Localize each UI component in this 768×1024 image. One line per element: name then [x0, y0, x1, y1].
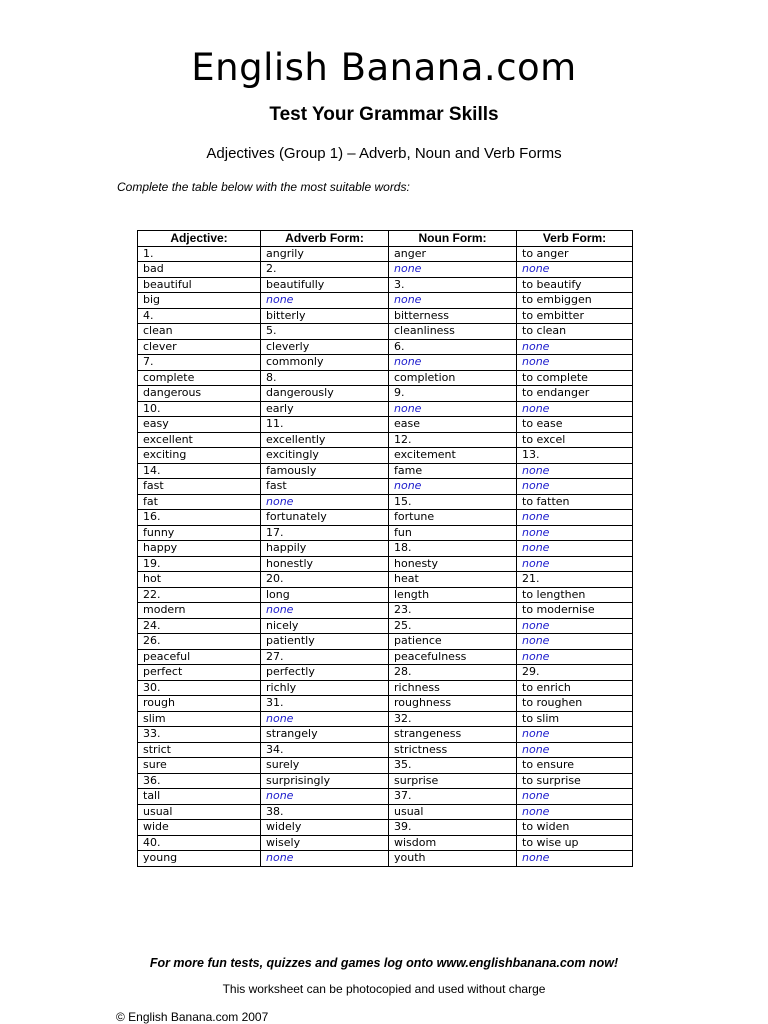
- table-row: [138, 262, 633, 278]
- adjective-cell: 14.: [138, 463, 261, 479]
- adjective-cell: exciting: [138, 448, 261, 464]
- table-row: [138, 727, 633, 743]
- noun-cell: honesty: [389, 556, 517, 572]
- table-row: [138, 634, 633, 650]
- noun-cell: none: [389, 293, 517, 309]
- adjective-cell: fat: [138, 494, 261, 510]
- verb-cell: to slim: [517, 711, 633, 727]
- adjective-cell: slim: [138, 711, 261, 727]
- adverb-cell: dangerously: [261, 386, 389, 402]
- noun-cell: 12.: [389, 432, 517, 448]
- verb-cell: none: [517, 804, 633, 820]
- noun-cell: fame: [389, 463, 517, 479]
- noun-cell: 3.: [389, 277, 517, 293]
- adverb-cell: fast: [261, 479, 389, 495]
- adverb-cell: none: [261, 851, 389, 867]
- footer-note: This worksheet can be photocopied and used without charge: [222, 982, 546, 996]
- footer-promo: For more fun tests, quizzes and games log onto www.englishbanana.com now!: [149, 956, 619, 970]
- adjective-cell: 19.: [138, 556, 261, 572]
- noun-cell: bitterness: [389, 308, 517, 324]
- adjective-cell: tall: [138, 789, 261, 805]
- noun-cell: 35.: [389, 758, 517, 774]
- adverb-cell: cleverly: [261, 339, 389, 355]
- adjective-cell: 7.: [138, 355, 261, 371]
- verb-cell: to excel: [517, 432, 633, 448]
- column-header-noun: Noun Form:: [389, 231, 517, 247]
- adjective-cell: sure: [138, 758, 261, 774]
- table-row: [138, 293, 633, 309]
- verb-cell: 21.: [517, 572, 633, 588]
- noun-cell: peacefulness: [389, 649, 517, 665]
- adjective-cell: beautiful: [138, 277, 261, 293]
- verb-cell: 13.: [517, 448, 633, 464]
- table-row: [138, 835, 633, 851]
- adjective-cell: fast: [138, 479, 261, 495]
- adjective-cell: happy: [138, 541, 261, 557]
- adverb-cell: angrily: [261, 246, 389, 262]
- verb-cell: to complete: [517, 370, 633, 386]
- copyright: © English Banana.com 2007: [116, 1010, 269, 1024]
- noun-cell: strictness: [389, 742, 517, 758]
- column-header-verb: Verb Form:: [517, 231, 633, 247]
- verb-cell: to surprise: [517, 773, 633, 789]
- verb-cell: none: [517, 541, 633, 557]
- verb-cell: none: [517, 525, 633, 541]
- verb-cell: to roughen: [517, 696, 633, 712]
- noun-cell: ease: [389, 417, 517, 433]
- adjective-cell: excellent: [138, 432, 261, 448]
- verb-cell: to beautify: [517, 277, 633, 293]
- table-row: [138, 711, 633, 727]
- adverb-cell: none: [261, 789, 389, 805]
- verb-cell: none: [517, 851, 633, 867]
- adjective-cell: peaceful: [138, 649, 261, 665]
- noun-cell: richness: [389, 680, 517, 696]
- noun-cell: patience: [389, 634, 517, 650]
- noun-cell: 39.: [389, 820, 517, 836]
- verb-cell: to enrich: [517, 680, 633, 696]
- table-row: [138, 324, 633, 340]
- adjective-cell: strict: [138, 742, 261, 758]
- instruction-text: Complete the table below with the most suitable words:: [117, 180, 410, 194]
- verb-cell: to modernise: [517, 603, 633, 619]
- noun-cell: usual: [389, 804, 517, 820]
- table-row: [138, 339, 633, 355]
- adverb-cell: richly: [261, 680, 389, 696]
- noun-cell: completion: [389, 370, 517, 386]
- verb-cell: to ease: [517, 417, 633, 433]
- table-row: [138, 401, 633, 417]
- adverb-cell: strangely: [261, 727, 389, 743]
- verb-cell: none: [517, 634, 633, 650]
- adverb-cell: 38.: [261, 804, 389, 820]
- table-row: [138, 308, 633, 324]
- table-row: [138, 463, 633, 479]
- noun-cell: anger: [389, 246, 517, 262]
- noun-cell: 32.: [389, 711, 517, 727]
- word-forms-table: [137, 230, 633, 867]
- adverb-cell: beautifully: [261, 277, 389, 293]
- table-row: [138, 804, 633, 820]
- verb-cell: to ensure: [517, 758, 633, 774]
- adverb-cell: surely: [261, 758, 389, 774]
- adverb-cell: none: [261, 603, 389, 619]
- adjective-cell: wide: [138, 820, 261, 836]
- adjective-cell: perfect: [138, 665, 261, 681]
- table-row: [138, 572, 633, 588]
- adjective-cell: 40.: [138, 835, 261, 851]
- noun-cell: roughness: [389, 696, 517, 712]
- table-row: [138, 618, 633, 634]
- adjective-cell: 33.: [138, 727, 261, 743]
- adjective-cell: complete: [138, 370, 261, 386]
- verb-cell: none: [517, 742, 633, 758]
- adverb-cell: bitterly: [261, 308, 389, 324]
- column-header-adjective: Adjective:: [138, 231, 261, 247]
- adjective-cell: usual: [138, 804, 261, 820]
- verb-cell: none: [517, 401, 633, 417]
- verb-cell: none: [517, 339, 633, 355]
- page-subtitle: Adjectives (Group 1) – Adverb, Noun and Verb Forms: [206, 145, 562, 162]
- noun-cell: 25.: [389, 618, 517, 634]
- adjective-cell: modern: [138, 603, 261, 619]
- adverb-cell: surprisingly: [261, 773, 389, 789]
- noun-cell: heat: [389, 572, 517, 588]
- adverb-cell: perfectly: [261, 665, 389, 681]
- noun-cell: 23.: [389, 603, 517, 619]
- table-row: [138, 525, 633, 541]
- page-title: Test Your Grammar Skills: [269, 104, 499, 125]
- adjective-cell: 24.: [138, 618, 261, 634]
- table-header-row: [138, 231, 633, 247]
- table-row: [138, 742, 633, 758]
- table-row: [138, 370, 633, 386]
- adjective-cell: young: [138, 851, 261, 867]
- adverb-cell: 31.: [261, 696, 389, 712]
- table-row: [138, 479, 633, 495]
- table-row: [138, 556, 633, 572]
- adjective-cell: 4.: [138, 308, 261, 324]
- noun-cell: fortune: [389, 510, 517, 526]
- adverb-cell: 27.: [261, 649, 389, 665]
- table-row: [138, 510, 633, 526]
- table-row: [138, 820, 633, 836]
- adverb-cell: none: [261, 494, 389, 510]
- noun-cell: strangeness: [389, 727, 517, 743]
- adjective-cell: 22.: [138, 587, 261, 603]
- noun-cell: length: [389, 587, 517, 603]
- table-row: [138, 448, 633, 464]
- noun-cell: none: [389, 262, 517, 278]
- verb-cell: none: [517, 262, 633, 278]
- verb-cell: none: [517, 649, 633, 665]
- noun-cell: none: [389, 355, 517, 371]
- noun-cell: 37.: [389, 789, 517, 805]
- adverb-cell: none: [261, 711, 389, 727]
- adjective-cell: 16.: [138, 510, 261, 526]
- verb-cell: 29.: [517, 665, 633, 681]
- noun-cell: none: [389, 401, 517, 417]
- adverb-cell: happily: [261, 541, 389, 557]
- adjective-cell: easy: [138, 417, 261, 433]
- noun-cell: 15.: [389, 494, 517, 510]
- table-row: [138, 587, 633, 603]
- brand-title: English Banana.com: [191, 46, 577, 89]
- noun-cell: fun: [389, 525, 517, 541]
- noun-cell: 28.: [389, 665, 517, 681]
- adjective-cell: hot: [138, 572, 261, 588]
- verb-cell: none: [517, 463, 633, 479]
- table-row: [138, 665, 633, 681]
- adverb-cell: 11.: [261, 417, 389, 433]
- adjective-cell: 10.: [138, 401, 261, 417]
- noun-cell: 6.: [389, 339, 517, 355]
- adverb-cell: 20.: [261, 572, 389, 588]
- adjective-cell: 26.: [138, 634, 261, 650]
- adjective-cell: 30.: [138, 680, 261, 696]
- table-row: [138, 603, 633, 619]
- adverb-cell: long: [261, 587, 389, 603]
- column-header-adverb: Adverb Form:: [261, 231, 389, 247]
- adverb-cell: 8.: [261, 370, 389, 386]
- table-row: [138, 789, 633, 805]
- verb-cell: none: [517, 479, 633, 495]
- verb-cell: to clean: [517, 324, 633, 340]
- adverb-cell: patiently: [261, 634, 389, 650]
- adjective-cell: clever: [138, 339, 261, 355]
- noun-cell: wisdom: [389, 835, 517, 851]
- table-row: [138, 246, 633, 262]
- table-row: [138, 386, 633, 402]
- verb-cell: none: [517, 618, 633, 634]
- table-row: [138, 277, 633, 293]
- adverb-cell: 2.: [261, 262, 389, 278]
- table-row: [138, 649, 633, 665]
- verb-cell: none: [517, 510, 633, 526]
- adverb-cell: famously: [261, 463, 389, 479]
- adverb-cell: nicely: [261, 618, 389, 634]
- adverb-cell: early: [261, 401, 389, 417]
- table-row: [138, 773, 633, 789]
- adverb-cell: widely: [261, 820, 389, 836]
- table-body: [138, 246, 633, 866]
- adjective-cell: big: [138, 293, 261, 309]
- verb-cell: to embiggen: [517, 293, 633, 309]
- adverb-cell: wisely: [261, 835, 389, 851]
- verb-cell: to anger: [517, 246, 633, 262]
- adverb-cell: 34.: [261, 742, 389, 758]
- adverb-cell: fortunately: [261, 510, 389, 526]
- noun-cell: surprise: [389, 773, 517, 789]
- verb-cell: none: [517, 727, 633, 743]
- adjective-cell: 36.: [138, 773, 261, 789]
- adjective-cell: dangerous: [138, 386, 261, 402]
- table-row: [138, 355, 633, 371]
- verb-cell: none: [517, 556, 633, 572]
- adverb-cell: 17.: [261, 525, 389, 541]
- adverb-cell: none: [261, 293, 389, 309]
- table-row: [138, 432, 633, 448]
- adverb-cell: honestly: [261, 556, 389, 572]
- verb-cell: none: [517, 789, 633, 805]
- noun-cell: cleanliness: [389, 324, 517, 340]
- noun-cell: excitement: [389, 448, 517, 464]
- adverb-cell: commonly: [261, 355, 389, 371]
- noun-cell: none: [389, 479, 517, 495]
- table-row: [138, 680, 633, 696]
- adjective-cell: clean: [138, 324, 261, 340]
- table-row: [138, 851, 633, 867]
- adjective-cell: 1.: [138, 246, 261, 262]
- verb-cell: to lengthen: [517, 587, 633, 603]
- adverb-cell: 5.: [261, 324, 389, 340]
- table-row: [138, 541, 633, 557]
- table-row: [138, 758, 633, 774]
- adjective-cell: bad: [138, 262, 261, 278]
- table-row: [138, 417, 633, 433]
- verb-cell: to fatten: [517, 494, 633, 510]
- adjective-cell: rough: [138, 696, 261, 712]
- verb-cell: to embitter: [517, 308, 633, 324]
- noun-cell: 18.: [389, 541, 517, 557]
- table-row: [138, 494, 633, 510]
- noun-cell: 9.: [389, 386, 517, 402]
- verb-cell: to wise up: [517, 835, 633, 851]
- verb-cell: none: [517, 355, 633, 371]
- adverb-cell: excitingly: [261, 448, 389, 464]
- adjective-cell: funny: [138, 525, 261, 541]
- verb-cell: to widen: [517, 820, 633, 836]
- adverb-cell: excellently: [261, 432, 389, 448]
- noun-cell: youth: [389, 851, 517, 867]
- table-row: [138, 696, 633, 712]
- verb-cell: to endanger: [517, 386, 633, 402]
